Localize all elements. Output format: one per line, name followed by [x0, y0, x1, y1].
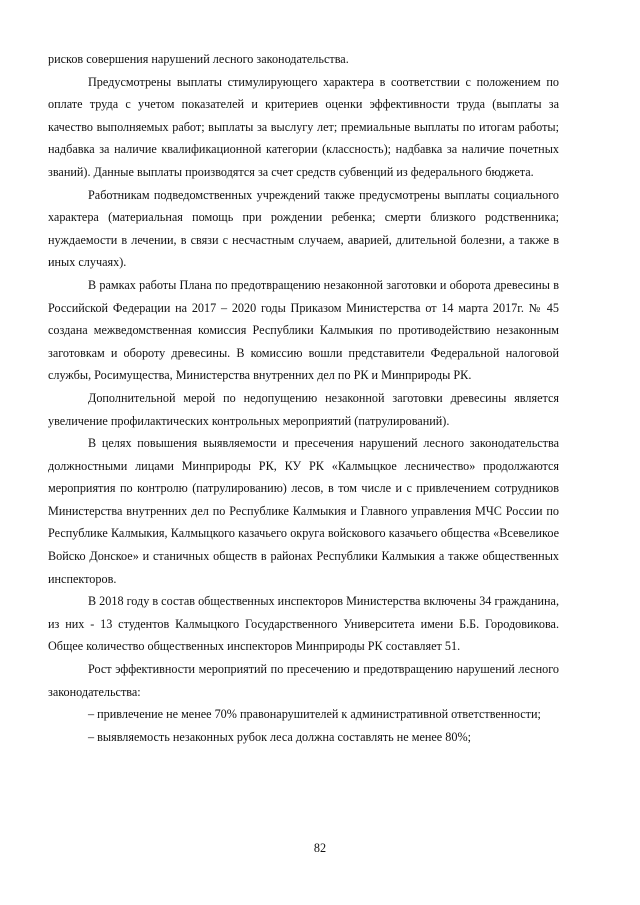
list-item-2: – выявляемость незаконных рубок леса должна составлять не менее 80%; [88, 729, 471, 744]
document-page [48, 48, 559, 748]
paragraph-8: Рост эффективности мероприятий по пресечению и предотвращению нарушений лесного законодательства: [48, 662, 559, 699]
paragraph-2: Предусмотрены выплаты стимулирующего характера в соответствии с положением по оплате труда с учетом показателей и критериев оценки эффективности труда (выплаты за качество выполняемых работ; выплаты за выслугу лет; премиальные выплаты по итогам работы; надбавка за наличие квалификационной категории (классность); надбавка за наличие почетных званий). Данные выплаты производятся за счет средств субвенций из федерального бюджета. [48, 74, 559, 179]
paragraph-6: В целях повышения выявляемости и пресечения нарушений лесного законодательства должностными лицами Минприроды РК, КУ РК «Калмыцкое лесничество» продолжаются мероприятия по контролю (патрулированию) лесов, в том числе и с привлечением сотрудников Министерства внутренних дел по Республике Калмыкия и Главного управления МЧС России по Республике Калмыкия, Калмыцкого казачьего округа войскового казачьего общества «Всевеликое Войско Донское» и станичных обществ в районах Республики Калмыкия а также общественных инспекторов. [48, 436, 559, 586]
page-number: 82 [313, 841, 327, 855]
paragraph-4: В рамках работы Плана по предотвращению незаконной заготовки и оборота древесины в Российской Федерации на 2017 – 2020 годы Приказом Министерства от 14 марта 2017г. № 45 создана межведомственная комиссия Республики Калмыкия по противодействию незаконным заготовкам и обороту древесины. В комиссию вошли представители Федеральной налоговой службы, Росимущества, Министерства внутренних дел по РК и Минприроды РК. [48, 277, 559, 383]
paragraph-5: Дополнительной мерой по недопущению незаконной заготовки древесины является увеличение профилактических контрольных мероприятий (патрулирований). [48, 390, 559, 428]
paragraph-7: В 2018 году в состав общественных инспекторов Министерства включены 34 гражданина, из них - 13 студентов Калмыцкого Государственного Университета имени Б.Б. Городовикова. Общее количество общественных инспекторов Минприроды РК составляет 51. [48, 594, 559, 654]
paragraph-3: Работникам подведомственных учреждений также предусмотрены выплаты социального характера (материальная помощь при рождении ребенка; смерти близкого родственника; нуждаемости в лечении, в связи с несчастным случаем, аварией, длительной болезни, а также в иных случаях). [48, 187, 559, 270]
paragraph-1: рисков совершения нарушений лесного законодательства. [48, 52, 349, 66]
list-item-1: – привлечение не менее 70% правонарушителей к административной ответственности; [88, 707, 541, 722]
